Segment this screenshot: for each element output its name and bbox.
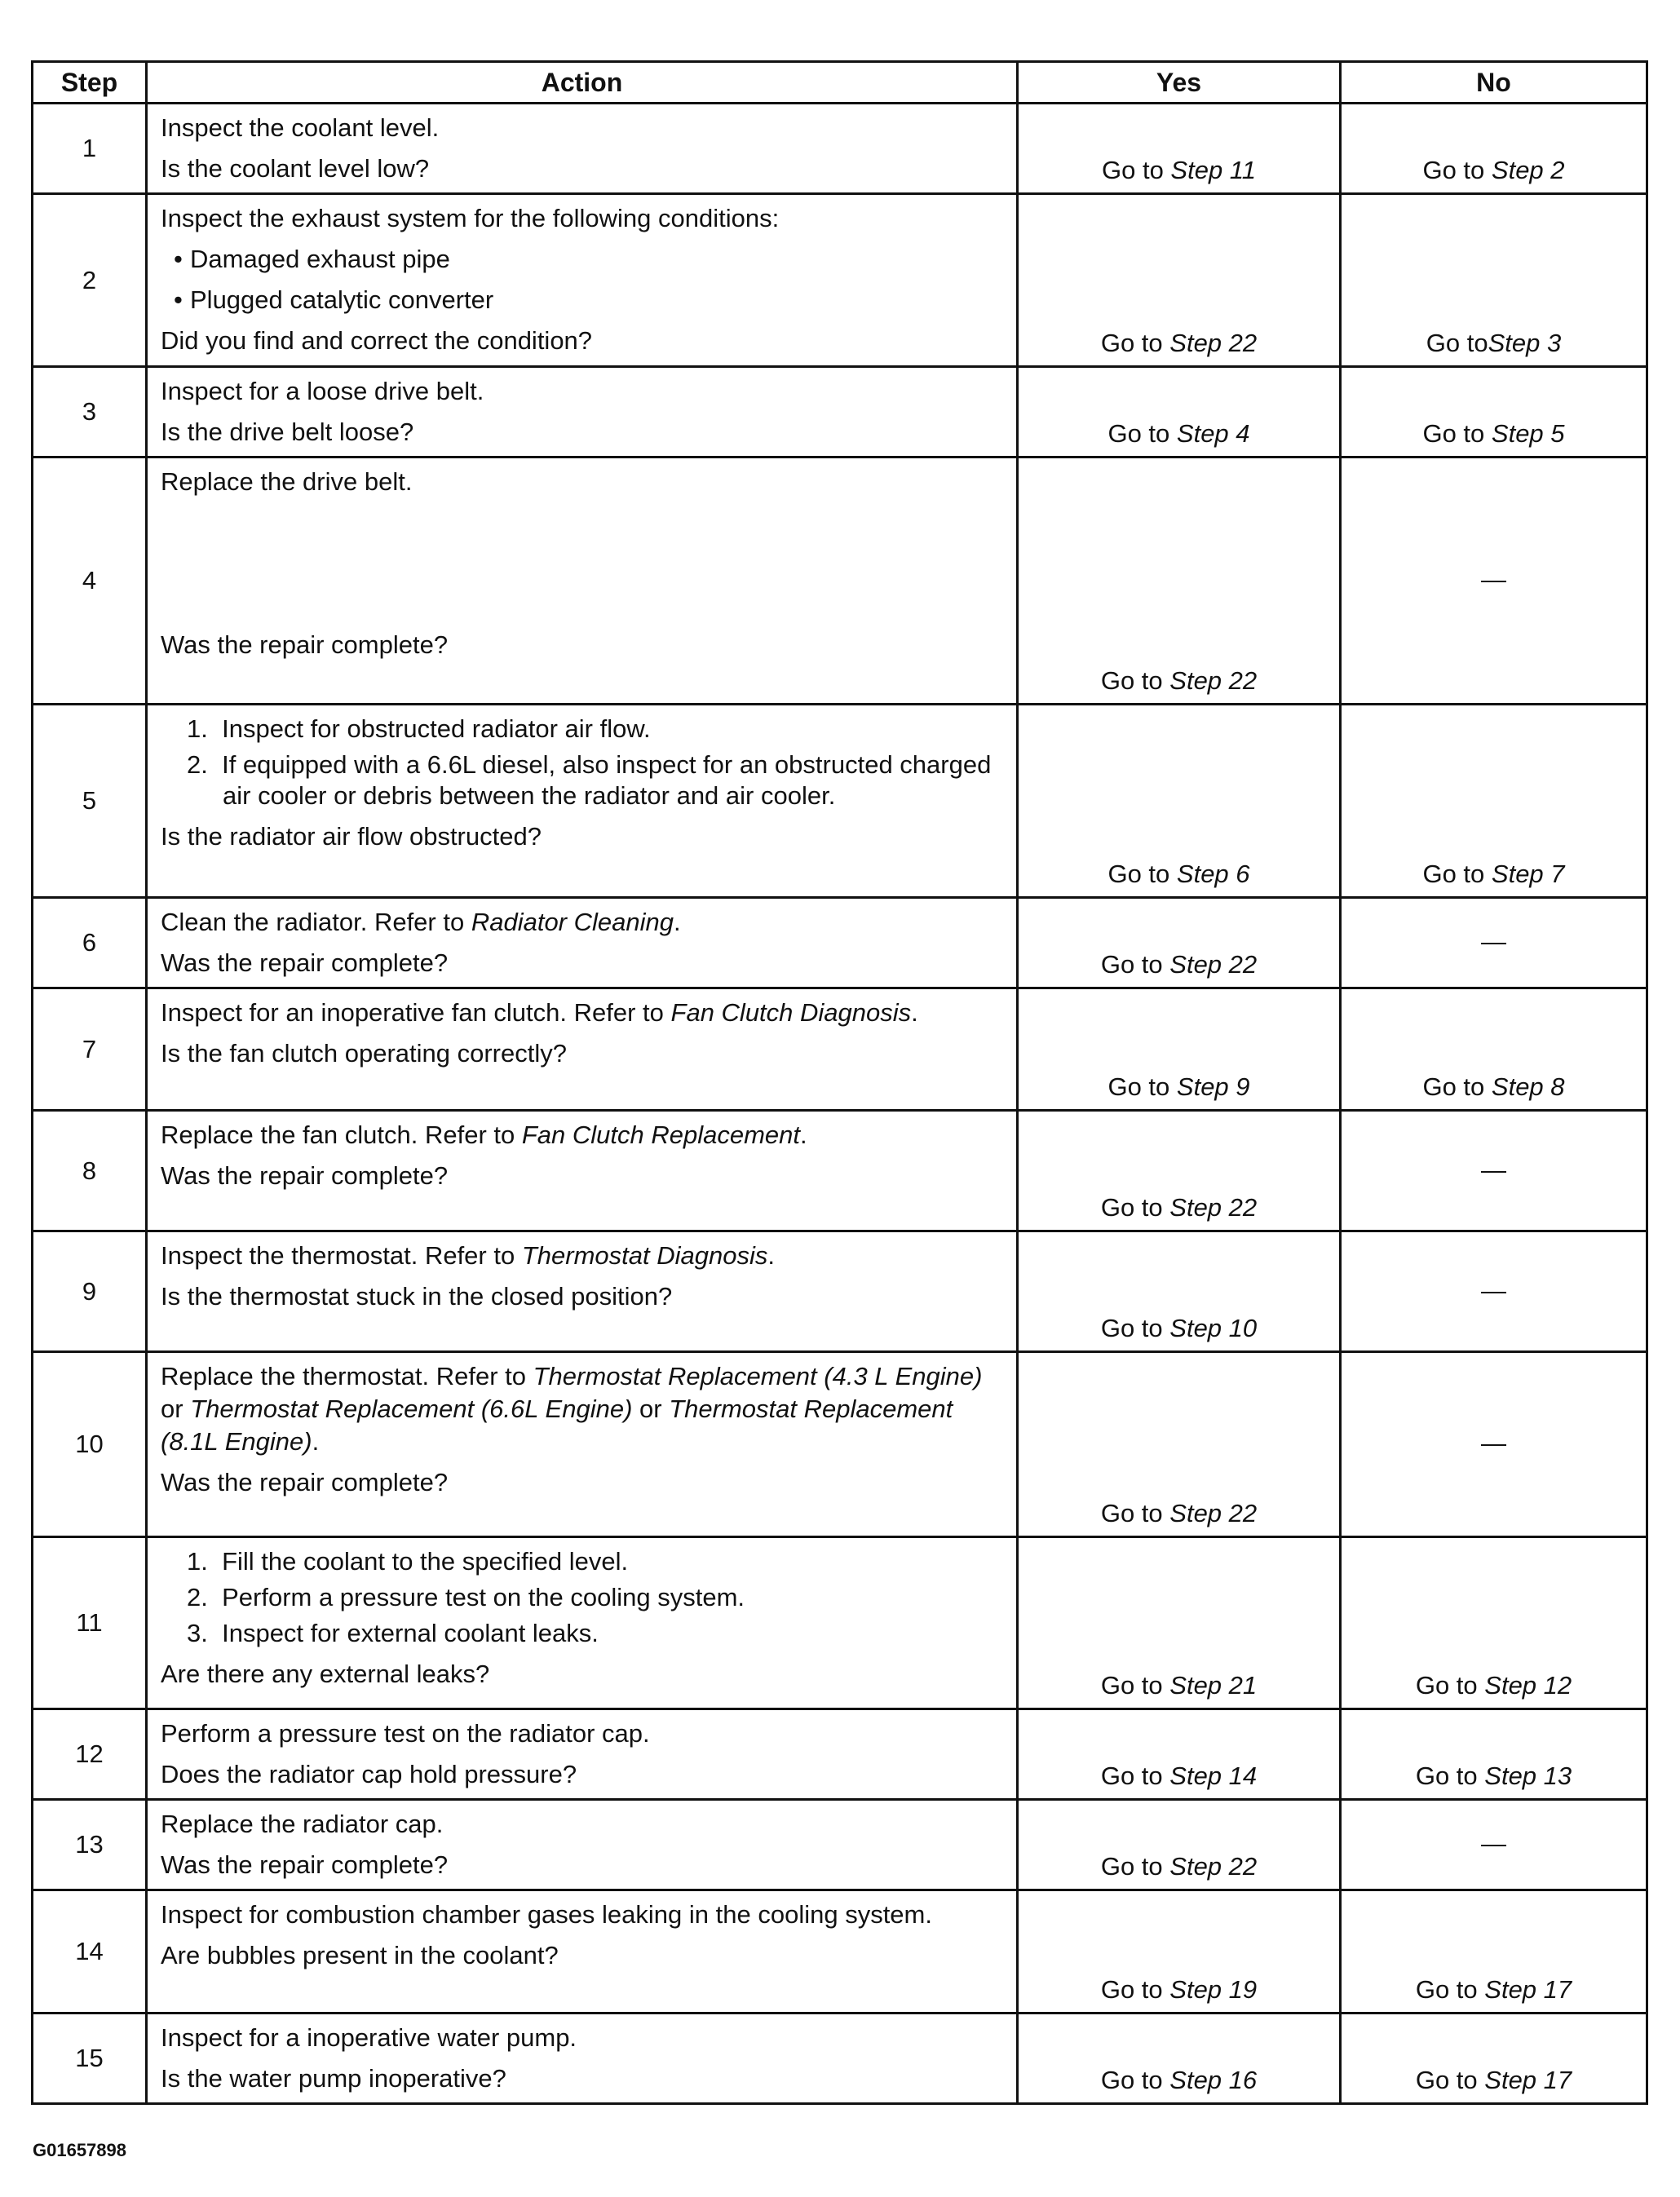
text-segment: Go to: [1100, 329, 1170, 357]
table-row: [33, 1537, 1647, 1709]
table-header-row: [33, 62, 1647, 104]
action-cell: [147, 104, 1018, 194]
text-segment: Fill the coolant to the specified level.: [222, 1547, 629, 1576]
table-row: [33, 194, 1647, 367]
yes-result: [1018, 458, 1341, 705]
action-line: [161, 148, 1006, 189]
text-segment: Go to: [1100, 1193, 1170, 1222]
action-line: [161, 1115, 1006, 1156]
yes-result: [1018, 705, 1341, 898]
yes-result: [1018, 367, 1341, 458]
table-row: [33, 1709, 1647, 1800]
header-no: No: [1341, 62, 1647, 104]
action-line: [161, 371, 1006, 412]
no-result: [1341, 1231, 1647, 1352]
item-number: 1.: [187, 714, 208, 743]
text-segment: Go to: [1100, 1314, 1170, 1342]
text-segment: Go to: [1101, 156, 1171, 184]
table-row: [33, 1111, 1647, 1231]
text-segment: Is the coolant level low?: [161, 154, 430, 183]
action-line: [161, 198, 1006, 239]
action-cell: [147, 2014, 1018, 2104]
step-number: 4: [33, 458, 147, 705]
action-line: [161, 320, 1006, 361]
yes-result: [1018, 1111, 1341, 1231]
action-line: [161, 1804, 1006, 1845]
reference-text: Step 22: [1169, 666, 1258, 695]
text-segment: Go to: [1100, 1852, 1170, 1881]
action-line: [161, 1276, 1006, 1317]
table-row: [33, 1800, 1647, 1890]
step-number: 12: [33, 1709, 147, 1800]
table-row: [33, 367, 1647, 458]
action-line: [161, 108, 1006, 148]
action-line: [161, 997, 1006, 1029]
text-segment: Is the water pump inoperative?: [161, 2064, 506, 2093]
bullet-item: [161, 280, 1006, 320]
text-segment: Is the radiator air flow obstructed?: [161, 822, 542, 851]
text-segment: Go to: [1107, 1072, 1177, 1101]
text-segment: .: [800, 1121, 807, 1149]
reference-text: Step 9: [1176, 1072, 1250, 1101]
action-line: [161, 1236, 1006, 1276]
reference-text: Step 6: [1176, 860, 1250, 888]
text-segment: Inspect for a inoperative water pump.: [161, 2023, 577, 2052]
action-cell: [147, 458, 1018, 705]
spacer: [161, 502, 1006, 543]
reference-text: Thermostat Diagnosis: [521, 1241, 768, 1270]
reference-text: Step 7: [1491, 860, 1565, 888]
reference-text: Fan Clutch Replacement: [521, 1121, 801, 1149]
text-segment: Inspect for external coolant leaks.: [222, 1619, 599, 1647]
table-row: [33, 104, 1647, 194]
action-line: [161, 943, 1006, 984]
table-body: [33, 104, 1647, 2104]
text-segment: Inspect for a loose drive belt.: [161, 377, 484, 405]
text-segment: Is the drive belt loose?: [161, 418, 414, 446]
no-result: [1341, 1800, 1647, 1890]
yes-result: [1018, 898, 1341, 988]
action-line: [161, 1845, 1006, 1885]
reference-text: Step 19: [1169, 1975, 1258, 2004]
text-segment: Inspect the exhaust system for the following conditions:: [161, 204, 780, 232]
yes-result: [1018, 2014, 1341, 2104]
spacer: [161, 543, 1006, 584]
reference-text: Step 16: [1169, 2066, 1258, 2094]
text-segment: Go to: [1107, 860, 1177, 888]
text-segment: —: [1481, 565, 1506, 594]
diagnostic-table: [31, 60, 1648, 2105]
text-segment: Perform a pressure test on the radiator cap.: [161, 1719, 650, 1748]
reference-text: Step 10: [1169, 1314, 1258, 1342]
text-segment: Replace the fan clutch. Refer to: [161, 1121, 522, 1149]
no-result: [1341, 1352, 1647, 1537]
numbered-item: [161, 714, 1006, 745]
yes-result: [1018, 1709, 1341, 1800]
text-segment: .: [673, 908, 681, 936]
text-segment: Go to: [1422, 860, 1492, 888]
step-number: 5: [33, 705, 147, 898]
table-row: [33, 898, 1647, 988]
text-segment: —: [1481, 927, 1506, 956]
text-segment: Go to: [1415, 2066, 1485, 2094]
action-line: [161, 1754, 1006, 1795]
yes-result: [1018, 1231, 1341, 1352]
item-number: 3.: [187, 1619, 208, 1647]
table-row: [33, 2014, 1647, 2104]
text-segment: .: [767, 1241, 775, 1270]
text-segment: Inspect for obstructed radiator air flow.: [222, 714, 651, 743]
table-row: [33, 1352, 1647, 1537]
step-number: 9: [33, 1231, 147, 1352]
text-segment: Go to: [1100, 1762, 1170, 1790]
action-line: [161, 816, 1006, 857]
header-step: Step: [33, 62, 147, 104]
reference-text: Step 14: [1169, 1762, 1258, 1790]
action-line: [161, 1654, 1006, 1695]
action-cell: [147, 367, 1018, 458]
text-segment: Is the fan clutch operating correctly?: [161, 1039, 567, 1068]
action-line: [161, 2018, 1006, 2058]
text-segment: Are there any external leaks?: [161, 1660, 490, 1688]
step-number: 10: [33, 1352, 147, 1537]
text-segment: Was the repair complete?: [161, 630, 449, 659]
text-segment: Was the repair complete?: [161, 1161, 449, 1190]
step-number: 7: [33, 988, 147, 1111]
text-segment: Go to: [1107, 419, 1177, 448]
table-row: [33, 1231, 1647, 1352]
reference-text: Step 4: [1176, 419, 1250, 448]
spacer: [161, 584, 1006, 625]
reference-text: Step 22: [1169, 950, 1258, 979]
text-segment: Clean the radiator. Refer to: [161, 908, 471, 936]
text-segment: .: [911, 998, 918, 1027]
table-row: [33, 705, 1647, 898]
yes-result: [1018, 1800, 1341, 1890]
action-line: [161, 902, 1006, 943]
reference-text: Step 3: [1488, 329, 1562, 357]
step-number: 15: [33, 2014, 147, 2104]
no-result: [1341, 367, 1647, 458]
action-cell: [147, 705, 1018, 898]
no-result: [1341, 988, 1647, 1111]
reference-text: Step 22: [1169, 1499, 1258, 1527]
header-yes: Yes: [1018, 62, 1341, 104]
text-segment: If equipped with a 6.6L diesel, also inspect for an obstructed charged air cooler or debris between the radiator and air cooler.: [222, 750, 992, 810]
step-number: 14: [33, 1890, 147, 2014]
reference-text: Radiator Cleaning: [471, 908, 674, 936]
text-segment: Replace the radiator cap.: [161, 1810, 444, 1838]
text-segment: Inspect the coolant level.: [161, 113, 440, 142]
action-cell: [147, 988, 1018, 1111]
text-segment: Are bubbles present in the coolant?: [161, 1941, 559, 1969]
text-segment: —: [1481, 1155, 1506, 1184]
reference-text: Step 22: [1169, 329, 1258, 357]
text-segment: or: [161, 1395, 191, 1423]
text-segment: Was the repair complete?: [161, 1850, 449, 1879]
text-segment: Go to: [1100, 2066, 1170, 2094]
text-segment: Go to: [1426, 329, 1488, 357]
item-number: 2.: [187, 1583, 208, 1611]
step-number: 11: [33, 1537, 147, 1709]
reference-text: Step 12: [1484, 1671, 1572, 1700]
action-cell: [147, 1231, 1018, 1352]
action-cell: [147, 898, 1018, 988]
numbered-item: [161, 1618, 1006, 1649]
text-segment: —: [1481, 1429, 1506, 1457]
action-line: [161, 1360, 1006, 1458]
text-segment: Was the repair complete?: [161, 948, 449, 977]
action-line: [161, 1899, 1006, 1931]
action-line: [161, 1935, 1006, 1976]
text-segment: Plugged catalytic converter: [190, 285, 494, 314]
table-row: [33, 988, 1647, 1111]
action-line: [161, 1713, 1006, 1754]
text-segment: Inspect for an inoperative fan clutch. Refer to: [161, 998, 671, 1027]
header-action: Action: [147, 62, 1018, 104]
reference-text: Step 5: [1491, 419, 1565, 448]
action-cell: [147, 1111, 1018, 1231]
step-number: 8: [33, 1111, 147, 1231]
text-segment: Inspect for combustion chamber gases leaking in the cooling system.: [161, 1900, 932, 1929]
step-number: 3: [33, 367, 147, 458]
yes-result: [1018, 104, 1341, 194]
reference-text: Step 22: [1169, 1193, 1258, 1222]
step-number: 2: [33, 194, 147, 367]
reference-text: Thermostat Replacement (6.6L Engine): [190, 1395, 633, 1423]
yes-result: [1018, 1537, 1341, 1709]
yes-result: [1018, 194, 1341, 367]
step-number: 6: [33, 898, 147, 988]
text-segment: —: [1481, 1275, 1506, 1305]
text-segment: Go to: [1422, 156, 1492, 184]
action-line: [161, 462, 1006, 502]
text-segment: .: [312, 1427, 320, 1456]
text-segment: Go to: [1100, 1499, 1170, 1527]
reference-text: Thermostat Replacement (4.3 L Engine): [533, 1362, 983, 1390]
reference-text: Step 22: [1169, 1852, 1258, 1881]
reference-text: Step 21: [1169, 1671, 1258, 1700]
no-result: [1341, 194, 1647, 367]
reference-text: Step 17: [1484, 1975, 1572, 2004]
no-result: [1341, 1537, 1647, 1709]
text-segment: Was the repair complete?: [161, 1468, 449, 1496]
action-line: [161, 1156, 1006, 1196]
reference-text: Step 11: [1170, 156, 1256, 184]
yes-result: [1018, 1352, 1341, 1537]
text-segment: Go to: [1100, 1671, 1170, 1700]
text-segment: Does the radiator cap hold pressure?: [161, 1760, 577, 1788]
action-cell: [147, 1537, 1018, 1709]
bullet-item: [161, 239, 1006, 280]
action-cell: [147, 1352, 1018, 1537]
text-segment: Go to: [1100, 950, 1170, 979]
text-segment: Go to: [1100, 666, 1170, 695]
no-result: [1341, 104, 1647, 194]
step-number: 1: [33, 104, 147, 194]
no-result: [1341, 1890, 1647, 2014]
action-line: [161, 1033, 1006, 1074]
text-segment: Perform a pressure test on the cooling system.: [222, 1583, 745, 1611]
item-number: 1.: [187, 1547, 208, 1576]
figure-id: G01657898: [33, 2140, 126, 2160]
no-result: [1341, 898, 1647, 988]
reference-text: Step 17: [1484, 2066, 1572, 2094]
table-row: [33, 458, 1647, 705]
reference-text: Step 13: [1484, 1762, 1572, 1790]
no-result: [1341, 1111, 1647, 1231]
no-result: [1341, 2014, 1647, 2104]
text-segment: Did you find and correct the condition?: [161, 326, 593, 355]
action-cell: [147, 1800, 1018, 1890]
text-segment: Is the thermostat stuck in the closed position?: [161, 1282, 673, 1311]
no-result: [1341, 458, 1647, 705]
text-segment: —: [1481, 1829, 1506, 1858]
action-line: [161, 625, 1006, 665]
text-segment: Replace the thermostat. Refer to: [161, 1362, 533, 1390]
action-cell: [147, 1709, 1018, 1800]
text-segment: Go to: [1415, 1671, 1485, 1700]
reference-text: Step 8: [1491, 1072, 1565, 1101]
text-segment: Damaged exhaust pipe: [190, 245, 450, 273]
numbered-item: [161, 1582, 1006, 1613]
action-line: [161, 1462, 1006, 1503]
numbered-item: [161, 1546, 1006, 1577]
numbered-item: [161, 749, 1006, 811]
no-result: [1341, 1709, 1647, 1800]
action-cell: [147, 1890, 1018, 2014]
table-row: [33, 1890, 1647, 2014]
text-segment: Go to: [1422, 419, 1492, 448]
text-segment: Go to: [1422, 1072, 1492, 1101]
text-segment: Inspect the thermostat. Refer to: [161, 1241, 522, 1270]
text-segment: or: [632, 1395, 670, 1423]
text-segment: Go to: [1415, 1762, 1485, 1790]
text-segment: Go to: [1100, 1975, 1170, 2004]
text-segment: Replace the drive belt.: [161, 467, 413, 496]
yes-result: [1018, 1890, 1341, 2014]
reference-text: Fan Clutch Diagnosis: [670, 998, 912, 1027]
yes-result: [1018, 988, 1341, 1111]
reference-text: Step 2: [1491, 156, 1565, 184]
no-result: [1341, 705, 1647, 898]
action-line: [161, 2058, 1006, 2099]
action-cell: [147, 194, 1018, 367]
item-number: 2.: [187, 750, 208, 779]
step-number: 13: [33, 1800, 147, 1890]
reference-text: Thermostat Replacement (8.1L Engine): [161, 1395, 953, 1456]
action-line: [161, 412, 1006, 453]
text-segment: Go to: [1415, 1975, 1485, 2004]
